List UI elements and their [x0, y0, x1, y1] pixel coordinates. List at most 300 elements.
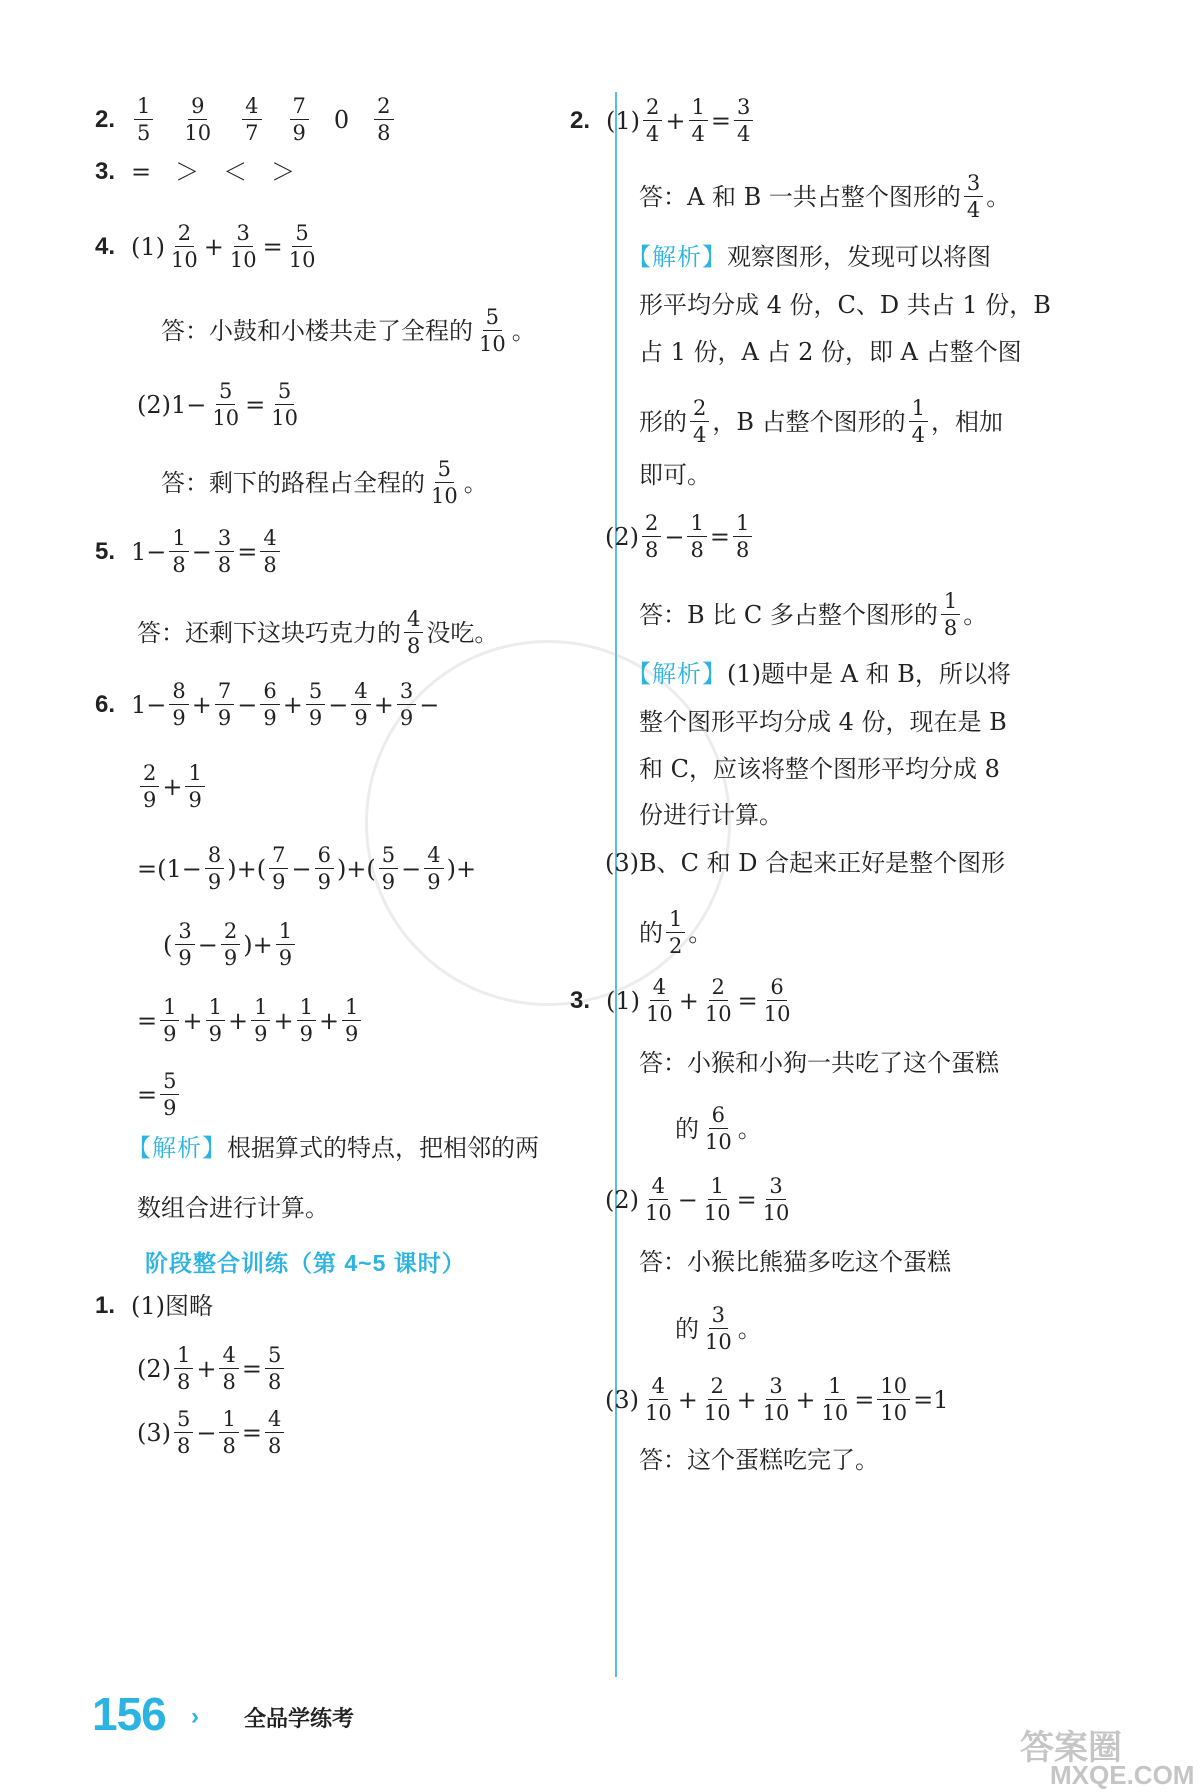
text-segment: = ＞ ＜ ＞ — [131, 158, 296, 186]
fraction-denominator: 8 — [172, 553, 186, 578]
text-segment: 答：B 比 C 多占整个图形的 — [639, 600, 938, 629]
text-segment: 即可。 — [639, 461, 711, 489]
text-segment: (1) — [606, 986, 641, 1015]
fraction-denominator: 4 — [691, 122, 705, 147]
fraction — [219, 1344, 238, 1393]
fraction-denominator: 10 — [229, 248, 257, 273]
fraction-numerator: 5 — [292, 222, 311, 247]
fraction-numerator: 1 — [909, 397, 928, 422]
fraction-numerator: 2 — [643, 96, 662, 121]
fraction-denominator: 10 — [762, 1401, 790, 1426]
fraction-numerator: 1 — [174, 1344, 193, 1369]
answer-line — [95, 680, 439, 729]
fraction — [643, 96, 662, 145]
answer-line — [605, 851, 1005, 875]
text-segment: = — [241, 1418, 262, 1447]
fraction-denominator: 10 — [762, 1201, 790, 1226]
fraction-denominator: 9 — [308, 706, 323, 731]
fraction-denominator: 10 — [880, 1401, 908, 1426]
fraction — [174, 1408, 193, 1457]
fraction-numerator: 3 — [215, 527, 234, 552]
fraction — [701, 1175, 734, 1224]
fraction-denominator: 4 — [646, 122, 660, 147]
fraction-denominator: 8 — [222, 1434, 236, 1459]
answer-line — [639, 803, 783, 827]
fraction-denominator: 4 — [693, 423, 707, 448]
fraction-numerator: 1 — [733, 512, 752, 537]
answer-line — [639, 463, 711, 487]
text-segment: 和 C，应该将整个图形平均分成 8 — [639, 755, 1000, 783]
text-segment: )+ — [243, 930, 273, 959]
fraction — [642, 512, 661, 561]
fraction-denominator: 9 — [381, 870, 396, 895]
text-segment: − — [197, 930, 218, 959]
fraction-denominator: 9 — [292, 121, 306, 146]
answer-line — [95, 1294, 213, 1318]
fraction-numerator: 4 — [242, 95, 261, 120]
text-segment: − — [328, 690, 349, 719]
fraction — [964, 172, 983, 221]
fraction-numerator: 2 — [175, 222, 194, 247]
fraction — [397, 680, 416, 729]
fraction — [424, 844, 443, 893]
text-segment: 数组合进行计算。 — [137, 1194, 329, 1222]
answer-line — [639, 340, 1022, 364]
fraction — [642, 1175, 675, 1224]
text-segment: 0 — [333, 105, 350, 134]
fraction — [761, 976, 794, 1025]
fraction — [205, 844, 224, 893]
text-segment: (3) — [605, 1385, 639, 1414]
fraction-numerator: 1 — [825, 1375, 844, 1400]
fraction — [819, 1375, 852, 1424]
answer-line — [605, 512, 755, 561]
fraction-denominator: 9 — [299, 1022, 313, 1047]
fraction-numerator: 5 — [435, 458, 454, 483]
answer-line — [137, 996, 364, 1045]
fraction-numerator: 5 — [306, 680, 325, 705]
fraction-denominator: 10 — [704, 1002, 732, 1027]
fraction-denominator: 8 — [222, 1370, 236, 1395]
fraction-denominator: 9 — [223, 946, 238, 971]
answer-line — [95, 527, 283, 576]
answer-line — [163, 920, 298, 969]
fraction — [297, 996, 316, 1045]
fraction-denominator: 9 — [399, 706, 414, 731]
fraction-numerator: 6 — [767, 976, 786, 1001]
fraction — [702, 1304, 735, 1353]
text-segment: = — [245, 390, 266, 419]
text-segment: = — [737, 986, 758, 1015]
fraction-denominator: 9 — [188, 788, 202, 813]
text-segment: + — [182, 1006, 203, 1035]
fraction — [734, 96, 753, 145]
fraction — [134, 95, 153, 144]
answer-line — [95, 95, 397, 144]
fraction — [286, 222, 319, 271]
text-segment: 的 — [675, 1114, 699, 1143]
fraction-denominator: 10 — [763, 1002, 791, 1027]
fraction-denominator: 9 — [254, 1022, 268, 1047]
fraction-denominator: 10 — [479, 332, 506, 357]
fraction — [260, 527, 279, 576]
text-segment: + — [191, 690, 212, 719]
answer-line — [675, 1304, 762, 1353]
fraction-denominator: 8 — [690, 538, 704, 563]
fraction-denominator: 9 — [427, 870, 441, 895]
fraction-denominator: 9 — [207, 870, 222, 895]
fraction — [174, 1344, 193, 1393]
text-segment: − — [419, 690, 440, 719]
fraction — [160, 996, 179, 1045]
fraction — [702, 976, 735, 1025]
fraction-numerator: 5 — [275, 380, 294, 405]
fraction-denominator: 4 — [736, 122, 751, 147]
question-number: 5. — [95, 537, 116, 565]
fraction-numerator: 8 — [169, 680, 188, 705]
text-segment: 。 — [986, 182, 1011, 211]
answer-line — [639, 1448, 879, 1472]
fraction — [251, 996, 270, 1045]
text-segment: )+( — [336, 854, 376, 883]
fraction — [642, 1375, 675, 1424]
question-number: 3. — [570, 986, 591, 1014]
fraction-denominator: 7 — [245, 121, 259, 146]
answer-line — [137, 1070, 182, 1119]
answer-line — [675, 1104, 762, 1153]
answer-line — [639, 172, 1010, 221]
fraction — [175, 920, 194, 969]
fraction-denominator: 8 — [407, 634, 421, 659]
fraction — [690, 397, 709, 446]
answer-line — [137, 762, 208, 811]
fraction-numerator: 1 — [134, 95, 153, 120]
fraction — [215, 527, 234, 576]
analysis-tag: 【解析】 — [127, 1134, 227, 1162]
text-segment: − — [237, 690, 258, 719]
text-segment: = — [854, 1385, 875, 1414]
question-number: 3. — [95, 158, 116, 185]
text-segment: 根据算式的特点，把相邻的两 — [227, 1134, 539, 1162]
text-segment: 没吃。 — [426, 618, 499, 647]
text-segment: 1− — [131, 690, 167, 719]
answer-line — [639, 757, 1000, 781]
text-segment: (3)B、C 和 D 合起来正好是整个图形 — [605, 849, 1006, 877]
fraction-denominator: 9 — [163, 1022, 177, 1047]
fraction-denominator: 10 — [705, 1330, 732, 1355]
answer-line — [639, 908, 712, 957]
fraction-numerator: 6 — [709, 1104, 728, 1129]
answer-line — [95, 160, 295, 184]
fraction-denominator: 9 — [163, 1096, 177, 1121]
text-segment: (2) — [605, 1185, 639, 1214]
text-segment: 形平均分成 4 份，C、D 共占 1 份，B — [639, 291, 1051, 319]
fraction — [185, 762, 204, 811]
fraction — [169, 527, 188, 576]
text-segment: 答：小鼓和小楼共走了全程的 — [161, 316, 473, 345]
fraction — [206, 996, 225, 1045]
fraction-numerator: 5 — [160, 1070, 179, 1095]
fraction — [181, 95, 214, 144]
fraction-denominator: 10 — [212, 406, 240, 431]
text-segment: =(1− — [137, 854, 202, 883]
fraction — [374, 95, 393, 144]
fraction-denominator: 8 — [217, 553, 232, 578]
fraction-numerator: 5 — [216, 380, 235, 405]
text-segment: + — [677, 1385, 698, 1414]
text-segment: 。 — [688, 918, 713, 947]
answer-line — [137, 1344, 287, 1393]
fraction-numerator: 1 — [689, 96, 708, 121]
fraction — [476, 306, 509, 355]
text-segment: + — [227, 1006, 249, 1035]
fraction-numerator: 3 — [234, 222, 253, 247]
fraction-numerator: 3 — [175, 920, 194, 945]
answer-line — [570, 976, 796, 1025]
text-segment: 答：小猴比熊猫多吃这个蛋糕 — [639, 1248, 951, 1276]
section-title — [145, 1252, 466, 1275]
question-number: 4. — [95, 232, 116, 260]
text-segment: (1) — [131, 232, 166, 261]
text-segment: 。 — [737, 1314, 762, 1343]
fraction — [733, 512, 752, 561]
text-segment: ，相加 — [931, 407, 1004, 436]
fraction-numerator: 4 — [265, 1408, 284, 1433]
fraction-denominator: 10 — [288, 248, 316, 273]
text-segment: + — [678, 986, 699, 1015]
fraction-numerator: 2 — [690, 397, 709, 422]
fraction-numerator: 2 — [642, 512, 661, 537]
fraction-numerator: 6 — [315, 844, 334, 869]
fraction-denominator: 9 — [217, 706, 232, 731]
fraction-denominator: 10 — [271, 406, 298, 431]
fraction-numerator: 1 — [297, 996, 316, 1021]
text-segment: 形的 — [639, 407, 687, 436]
fraction-numerator: 2 — [709, 976, 728, 1001]
text-segment: = — [736, 1185, 757, 1214]
text-segment: 。 — [463, 468, 488, 497]
answer-line — [639, 710, 1007, 734]
fraction-numerator: 8 — [205, 844, 224, 869]
answer-line — [137, 844, 476, 893]
fraction-denominator: 2 — [669, 934, 683, 959]
fraction — [760, 1175, 793, 1224]
fraction-denominator: 10 — [431, 484, 458, 509]
fraction — [219, 1408, 238, 1457]
text-segment: 占 1 份，A 占 2 份，即 A 占整个图 — [639, 338, 1022, 366]
answer-line — [137, 1408, 287, 1457]
fraction-denominator: 8 — [267, 1434, 282, 1459]
text-segment: 答：小猴和小狗一共吃了这个蛋糕 — [639, 1049, 999, 1077]
fraction-numerator: 1 — [169, 527, 188, 552]
fraction-numerator: 1 — [342, 996, 361, 1021]
text-segment: 1− — [131, 537, 167, 566]
fraction-denominator: 10 — [821, 1401, 849, 1426]
fraction-numerator: 1 — [251, 996, 270, 1021]
fraction — [689, 96, 708, 145]
text-segment: 的 — [675, 1314, 699, 1343]
answer-line — [627, 662, 1011, 686]
fraction-denominator: 10 — [645, 1401, 672, 1426]
fraction-numerator: 4 — [649, 1175, 668, 1200]
answer-line — [137, 1196, 329, 1220]
fraction — [306, 680, 325, 729]
answer-line — [639, 1051, 999, 1075]
fraction — [290, 95, 309, 144]
fraction-denominator: 8 — [177, 1434, 191, 1459]
text-segment: − — [677, 1185, 698, 1214]
fraction-denominator: 10 — [703, 1401, 731, 1426]
fraction-numerator: 1 — [941, 590, 960, 615]
fraction-numerator: 4 — [351, 680, 370, 705]
fraction-numerator: 1 — [687, 512, 706, 537]
answer-line — [127, 1136, 539, 1160]
answer-line — [605, 1175, 795, 1224]
fraction-denominator: 10 — [184, 121, 212, 146]
text-segment: = — [710, 106, 731, 135]
answer-line — [639, 590, 987, 639]
fraction — [140, 762, 159, 811]
fraction-numerator: 1 — [276, 920, 295, 945]
fraction-numerator: 3 — [397, 680, 416, 705]
text-segment: ( — [163, 930, 173, 959]
text-segment: = — [262, 232, 283, 261]
text-segment: − — [664, 522, 685, 551]
text-segment: + — [162, 772, 183, 801]
text-segment: = — [709, 522, 730, 551]
fraction-numerator: 5 — [265, 1344, 284, 1369]
text-segment: 观察图形，发现可以将图 — [727, 243, 991, 271]
text-segment: 答：这个蛋糕吃完了。 — [639, 1446, 879, 1474]
fraction-denominator: 8 — [645, 538, 659, 563]
answer-line — [95, 222, 321, 271]
answer-line — [639, 1250, 951, 1274]
text-segment: (2)1− — [137, 390, 207, 419]
text-segment: − — [291, 854, 312, 883]
fraction-numerator: 5 — [483, 306, 502, 331]
fraction — [643, 976, 676, 1025]
text-segment: + — [736, 1385, 757, 1414]
fraction-denominator: 10 — [705, 1130, 732, 1155]
fraction-denominator: 8 — [735, 538, 750, 563]
fraction-numerator: 4 — [260, 527, 279, 552]
text-segment: + — [273, 1006, 294, 1035]
fraction — [260, 680, 279, 729]
text-segment: 整个图形平均分成 4 份，现在是 B — [639, 708, 1007, 736]
answer-line — [137, 380, 304, 429]
brand-name: 全品学练考 — [244, 1706, 355, 1731]
text-segment: 份进行计算。 — [639, 801, 783, 829]
fraction — [221, 920, 240, 969]
fraction-numerator: 1 — [206, 996, 225, 1021]
answer-line — [627, 245, 991, 269]
fraction — [701, 1375, 734, 1424]
fraction-denominator: 9 — [317, 870, 331, 895]
text-segment: + — [665, 106, 686, 135]
fraction-numerator: 5 — [174, 1408, 193, 1433]
fraction-denominator: 9 — [263, 706, 277, 731]
watermark-url: MXQE.COM — [1050, 1760, 1195, 1790]
fraction — [268, 380, 301, 429]
fraction — [428, 458, 461, 507]
fraction — [276, 920, 295, 969]
fraction-denominator: 9 — [208, 1022, 222, 1047]
fraction-numerator: 2 — [140, 762, 159, 787]
fraction-denominator: 5 — [137, 121, 151, 146]
fraction-numerator: 7 — [290, 95, 309, 120]
fraction-numerator: 4 — [219, 1344, 238, 1369]
answer-line — [639, 397, 1003, 446]
fraction-numerator: 10 — [877, 1375, 910, 1400]
text-segment: + — [318, 1006, 340, 1035]
fraction-numerator: 3 — [734, 96, 753, 121]
fraction — [404, 608, 423, 657]
watermark-logo: 答案圈 — [1020, 1729, 1122, 1767]
fraction-numerator: 3 — [964, 172, 983, 197]
text-segment: + — [282, 690, 303, 719]
answer-line — [161, 306, 536, 355]
fraction-denominator: 9 — [278, 946, 293, 971]
fraction — [666, 908, 685, 957]
analysis-tag: 【解析】 — [627, 660, 727, 688]
text-segment: − — [196, 1418, 217, 1447]
section-title-text: 阶段整合训练（第 4~5 课时） — [145, 1250, 466, 1276]
text-segment: (1)题中是 A 和 B，所以将 — [727, 660, 1011, 688]
text-segment: )+( — [227, 854, 267, 883]
fraction-numerator: 1 — [185, 762, 204, 787]
fraction-numerator: 1 — [219, 1408, 238, 1433]
fraction — [379, 844, 398, 893]
fraction — [315, 844, 334, 893]
text-segment: 答：剩下的路程占全程的 — [161, 468, 425, 497]
fraction-denominator: 8 — [267, 1370, 282, 1395]
fraction — [265, 1344, 284, 1393]
fraction-numerator: 3 — [709, 1304, 728, 1329]
fraction-denominator: 10 — [646, 1002, 673, 1027]
fraction — [687, 512, 706, 561]
answer-line — [570, 96, 756, 145]
text-segment: (2) — [605, 522, 639, 551]
fraction-numerator: 2 — [374, 95, 393, 120]
fraction-denominator: 10 — [703, 1201, 731, 1226]
fraction — [342, 996, 361, 1045]
fraction — [941, 590, 960, 639]
fraction-denominator: 9 — [272, 870, 286, 895]
fraction — [160, 1070, 179, 1119]
text-segment: + — [795, 1385, 816, 1414]
analysis-tag: 【解析】 — [627, 243, 727, 271]
text-segment: 答：A 和 B 一共占整个图形的 — [639, 182, 961, 211]
fraction-numerator: 6 — [260, 680, 279, 705]
fraction — [242, 95, 261, 144]
fraction — [168, 222, 201, 271]
text-segment: (1) — [606, 106, 641, 135]
fraction-numerator: 7 — [269, 844, 288, 869]
fraction — [760, 1375, 793, 1424]
fraction-denominator: 10 — [171, 248, 198, 273]
fraction-numerator: 4 — [649, 1375, 668, 1400]
text-segment: (1)图略 — [131, 1292, 214, 1320]
question-number: 2. — [95, 105, 116, 133]
text-segment: = — [137, 1080, 158, 1109]
answer-line — [137, 608, 498, 657]
fraction-numerator: 4 — [424, 844, 443, 869]
question-number: 6. — [95, 690, 116, 718]
fraction — [209, 380, 242, 429]
fraction — [169, 680, 188, 729]
fraction-denominator: 4 — [966, 198, 981, 223]
chevron-icon: › — [191, 1703, 199, 1730]
